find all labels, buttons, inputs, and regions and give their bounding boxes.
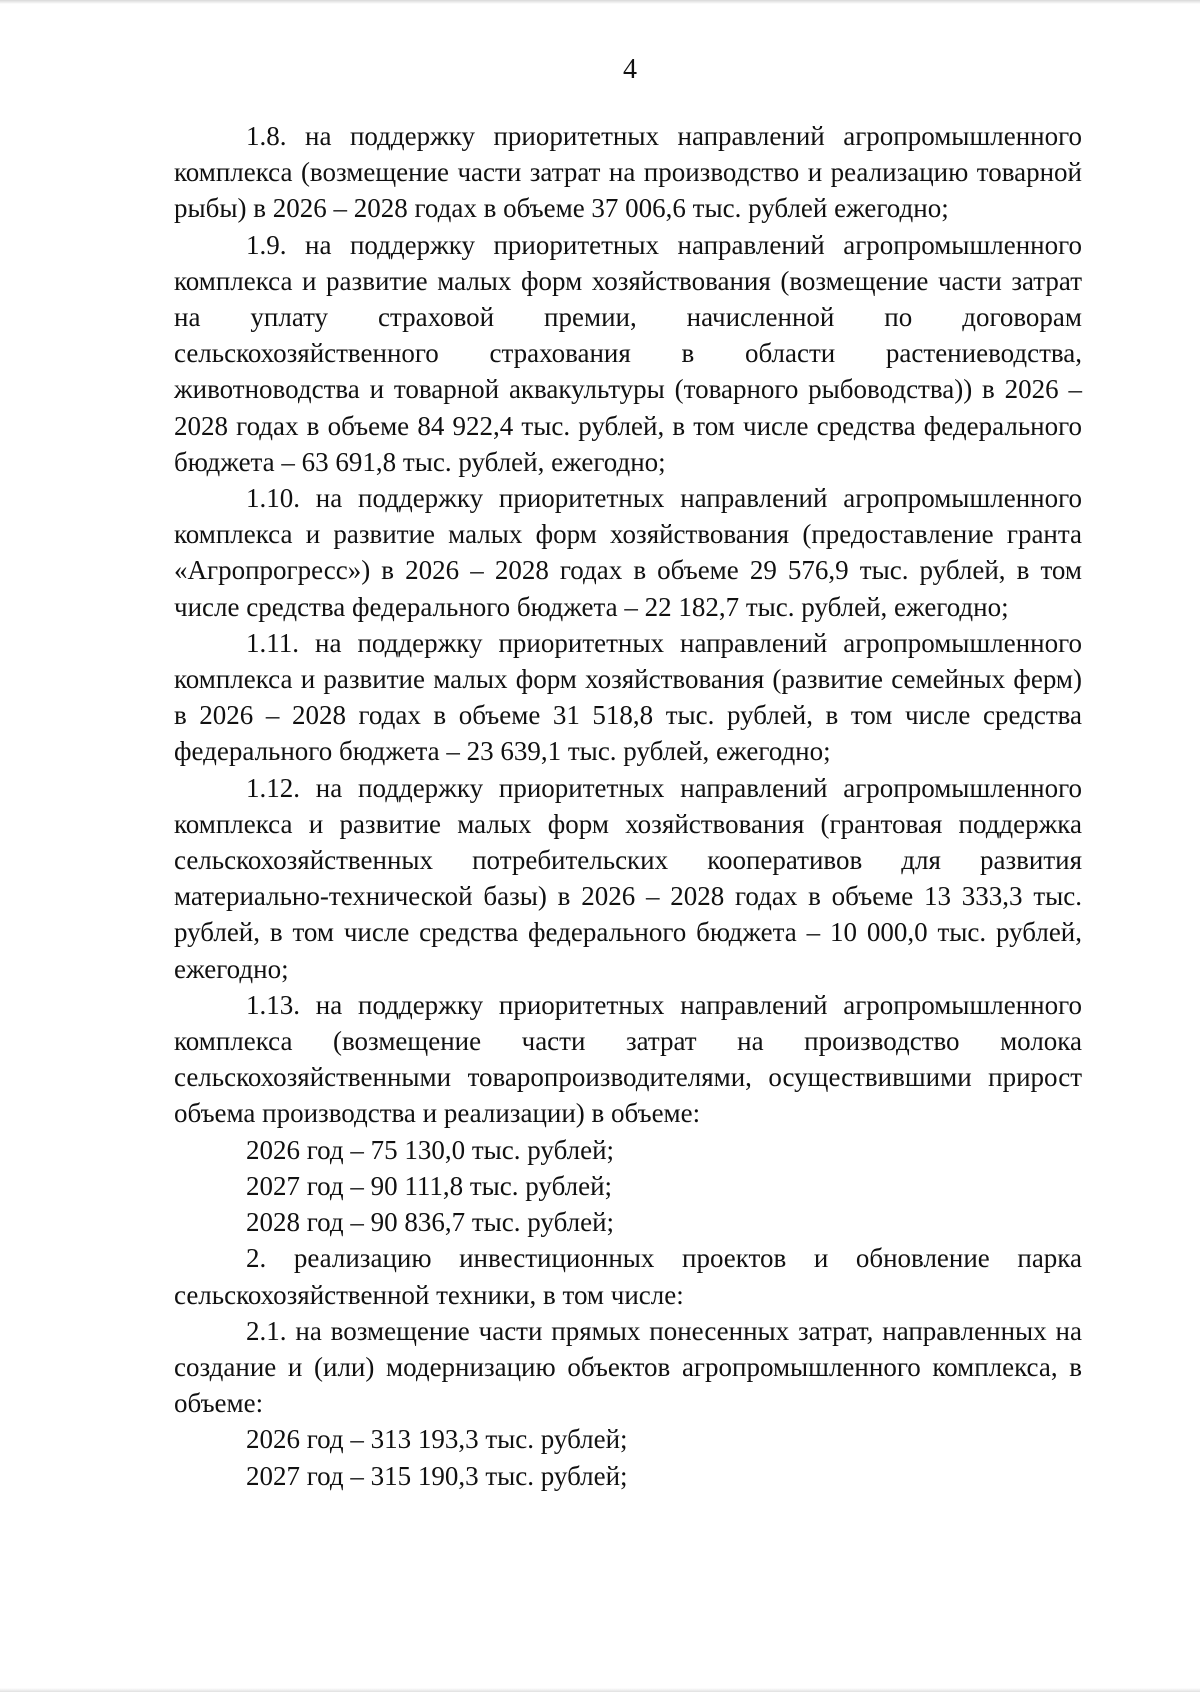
paragraph-item-1-8: 1.8. на поддержку приоритетных направлений агропромышленного комплекса (возмещение части затрат на производство и реализацию товарной рыбы) в 2026 – 2028 годах в объеме 37 006,6 тыс. рублей ежегодно; <box>174 121 1082 224</box>
paragraph-item-1-11: 1.11. на поддержку приоритетных направлений агропромышленного комплекса и развитие малых форм хозяйствования (развитие семейных ферм) в 2026 – 2028 годах в объеме 31 518,8 тыс. рублей, в том числе средства федерального бюджета – 23 639,1 тыс. рублей, ежегодно; <box>174 627 1082 767</box>
page-number: 4 <box>623 54 637 85</box>
paragraph-item-2-1: 2.1. на возмещение части прямых понесенных затрат, направленных на создание и (или) модернизацию объектов агропромышленного комплекса, в объеме: <box>174 1315 1082 1419</box>
amount-line-2028: 2028 год – 90 836,7 тыс. рублей; <box>246 1207 615 1238</box>
amount-line-2027: 2027 год – 90 111,8 тыс. рублей; <box>246 1170 613 1201</box>
scan-edge-bottom <box>0 1688 1200 1692</box>
paragraph-item-1-10: 1.10. на поддержку приоритетных направлений агропромышленного комплекса и развитие малых форм хозяйствования (предоставление гранта «Агропрогресс») в 2026 – 2028 годах в объеме 29 576,9 тыс. рублей, в том числе средства федерального бюджета – 22 182,7 тыс. рублей, ежегодно; <box>174 483 1082 622</box>
document-body <box>174 118 1082 1494</box>
paragraph-item-1-13: 1.13. на поддержку приоритетных направлений агропромышленного комплекса (возмещение части затрат на производство молока сельскохозяйственными товаропроизводителями, осуществившими прирост объема производства и реализации) в объеме: <box>174 989 1082 1129</box>
paragraph-item-2: 2. реализацию инвестиционных проектов и обновление парка сельскохозяйственной техники, в том числе: <box>174 1243 1082 1310</box>
scan-edge-top <box>0 0 1200 4</box>
amount-line-2027: 2027 год – 315 190,3 тыс. рублей; <box>246 1460 628 1491</box>
paragraph-item-1-9: 1.9. на поддержку приоритетных направлений агропромышленного комплекса и развитие малых форм хозяйствования (возмещение части затрат на уплату страховой премии, начисленной по договорам сельскохозяйственного страхования в области растениеводства, животноводства и товарной аквакультуры (товарного рыбоводства)) в 2026 – 2028 годах в объеме 84 922,4 тыс. рублей, в том числе средства федерального бюджета – 63 691,8 тыс. рублей, ежегодно; <box>174 229 1082 477</box>
amount-line-2026: 2026 год – 75 130,0 тыс. рублей; <box>246 1134 615 1165</box>
amount-line-2026: 2026 год – 313 193,3 тыс. рублей; <box>246 1424 628 1455</box>
paragraph-item-1-12: 1.12. на поддержку приоритетных направлений агропромышленного комплекса и развитие малых форм хозяйствования (грантовая поддержка сельскохозяйственных потребительских кооперативов для развития материально-технической базы) в 2026 – 2028 годах в объеме 13 333,3 тыс. рублей, в том числе средства федерального бюджета – 10 000,0 тыс. рублей, ежегодно; <box>174 772 1082 984</box>
